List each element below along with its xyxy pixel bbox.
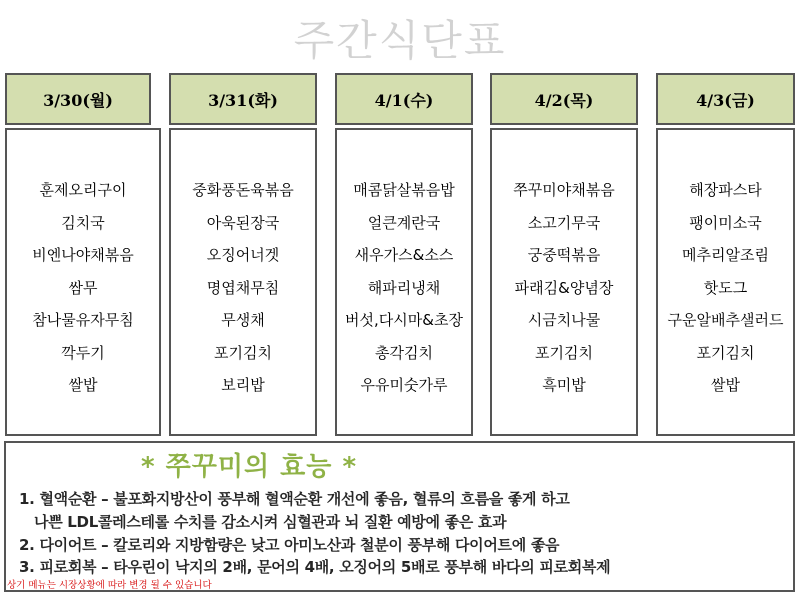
day-header-mon: 3/30(월) xyxy=(5,73,151,125)
footnote: 상기 메뉴는 시장상황에 따라 변경 될 수 있습니다 xyxy=(7,580,212,591)
menu-item: 쌀밥 xyxy=(711,376,740,394)
benefit-line-2: 2. 다이어트 – 칼로리와 지방함량은 낮고 아미노산과 철분이 풍부해 다이어트에 좋음 xyxy=(19,536,560,554)
menu-item: 우유미숫가루 xyxy=(360,376,448,394)
menu-item: 해파리냉채 xyxy=(367,278,441,297)
menu-item: 핫도그 xyxy=(703,278,748,297)
menu-item: 김치국 xyxy=(61,213,105,232)
day-menu-thu xyxy=(490,128,638,436)
menu-item: 총각김치 xyxy=(375,343,433,362)
day-menu-mon xyxy=(5,128,161,436)
menu-item: 새우가스&소스 xyxy=(354,246,454,264)
benefit-line-3: 3. 피로회복 – 타우린이 낙지의 2배, 문어의 4배, 오징어의 5배로 풍부해 바다의 피로회복제 xyxy=(19,558,611,576)
day-header-wed: 4/1(수) xyxy=(335,73,473,125)
menu-item: 메추리알조림 xyxy=(682,246,769,264)
day-header-thu: 4/2(목) xyxy=(490,73,638,125)
menu-item: 쭈꾸미야채볶음 xyxy=(513,181,615,199)
menu-item: 명엽채무침 xyxy=(206,278,280,297)
menu-item: 구운알배추샐러드 xyxy=(667,311,784,329)
menu-item: 궁중떡볶음 xyxy=(527,246,601,264)
benefit-line-1-cont: 나쁜 LDL콜레스테롤 수치를 감소시켜 심혈관과 뇌 질환 예방에 좋은 효과 xyxy=(34,513,507,531)
menu-item: 중화풍돈육볶음 xyxy=(192,181,294,199)
menu-item: 포기김치 xyxy=(535,343,593,362)
menu-item: 시금치나물 xyxy=(527,311,601,329)
menu-item: 오징어너겟 xyxy=(206,246,280,264)
menu-item: 포기김치 xyxy=(214,343,272,362)
page-title: 주간식단표 xyxy=(293,16,507,65)
menu-item: 아욱된장국 xyxy=(206,213,280,232)
day-menu-fri xyxy=(656,128,795,436)
menu-item: 얼큰계란국 xyxy=(367,213,441,232)
menu-item: 비엔나야채볶음 xyxy=(32,246,134,264)
menu-item: 훈제오리구이 xyxy=(39,181,127,199)
menu-item: 버섯,다시마&초장 xyxy=(345,311,463,329)
benefit-line-1: 1. 혈액순환 – 불포화지방산이 풍부해 혈액순환 개선에 좋음, 혈류의 흐름을 좋게 하고 xyxy=(19,490,570,508)
menu-item: 보리밥 xyxy=(221,376,265,394)
menu-item: 해장파스타 xyxy=(689,181,762,199)
day-menu-wed xyxy=(335,128,473,436)
day-menu-tue xyxy=(169,128,317,436)
menu-item: 깍두기 xyxy=(61,343,105,362)
menu-item: 포기김치 xyxy=(696,343,755,362)
menu-item: 쌈무 xyxy=(68,278,98,297)
benefits-title: * 쭈꾸미의 효능 * xyxy=(141,452,358,482)
menu-item: 매콤닭살볶음밥 xyxy=(353,181,455,199)
menu-item: 쌀밥 xyxy=(68,376,98,394)
menu-item: 소고기무국 xyxy=(527,213,601,232)
menu-item: 무생채 xyxy=(221,311,265,329)
menu-item: 참나물유자무침 xyxy=(32,311,134,329)
day-header-fri: 4/3(금) xyxy=(656,73,795,125)
day-header-tue: 3/31(화) xyxy=(169,73,317,125)
menu-item: 파래김&양념장 xyxy=(514,278,614,297)
menu-item: 흑미밥 xyxy=(542,376,586,394)
menu-item: 팽이미소국 xyxy=(689,213,762,232)
